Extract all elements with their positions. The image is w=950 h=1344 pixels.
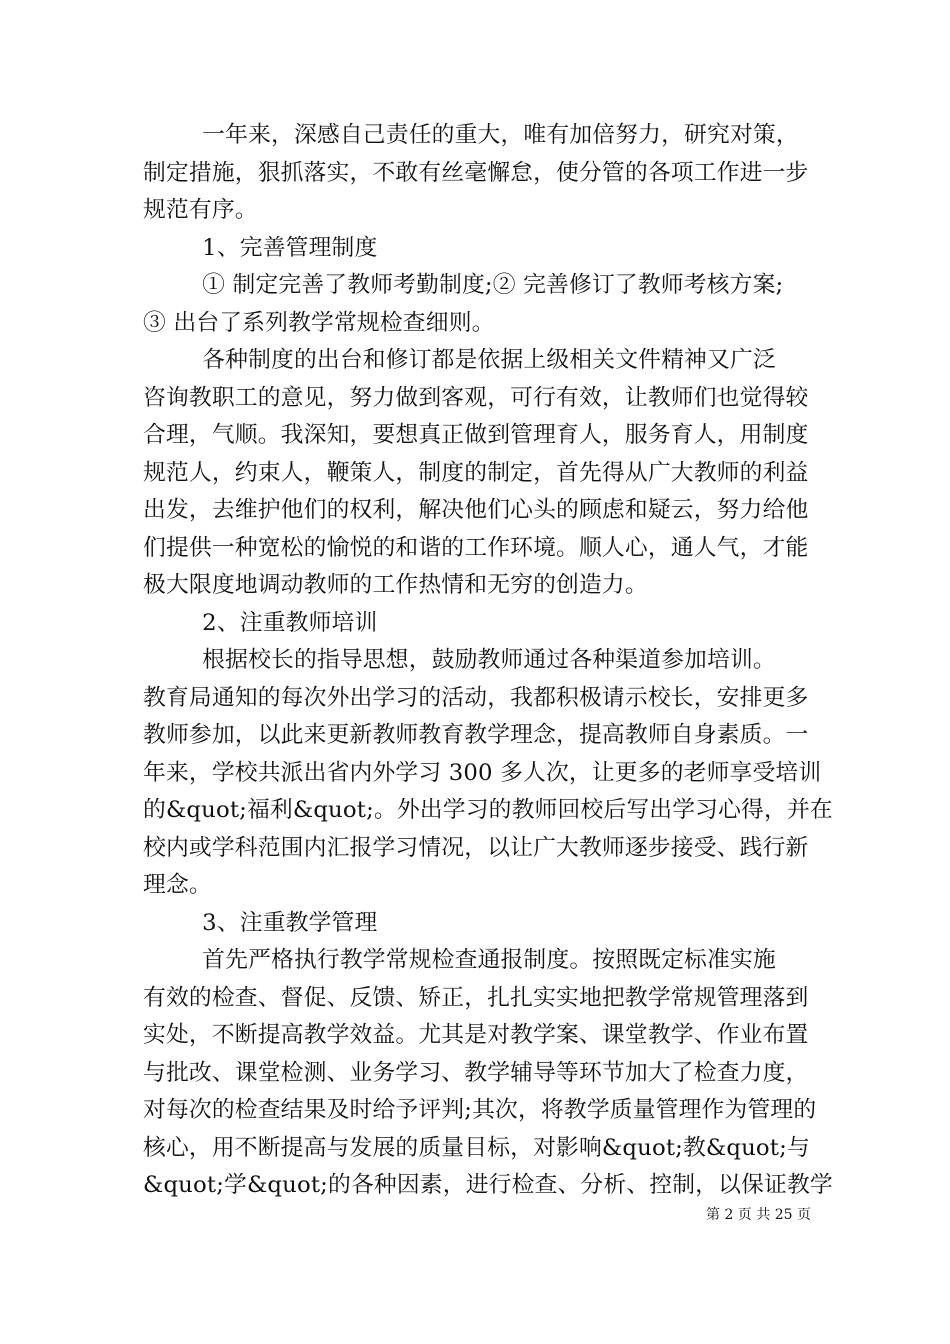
text-line: 咨询教职工的意见，努力做到客观，可行有效，让教师们也觉得较 [143,384,809,411]
document-body [143,117,833,1205]
text-line: 们提供一种宽松的愉悦的和谐的工作环境。顺人心，通人气，才能 [143,534,809,561]
text-line: 对每次的检查结果及时给予评判;其次，将教学质量管理作为管理的 [143,1097,817,1123]
text-line: 规范有序。 [143,197,258,223]
text-line: 出发，去维护他们的权利，解决他们心头的顾虑和疑云，努力给他 [143,497,809,523]
section-heading: 2、注重教师培训 [143,609,378,636]
text-line: 各种制度的出台和修订都是依据上级相关文件精神又广泛 [143,347,776,373]
text-line: 制定措施，狠抓落实，不敢有丝毫懈怠，使分管的各项工作进一步 [143,159,809,186]
text-line: 的&quot;福利&quot;。外出学习的教师回校后写出学习心得，并在 [143,797,833,823]
text-line: ③ 出台了系列教学常规检查细则。 [143,309,495,336]
section-heading: 3、注重教学管理 [143,909,378,936]
text-line: 核心，用不断提高与发展的质量目标，对影响&quot;教&quot;与 [143,1134,810,1161]
text-line: 教师参加，以此来更新教师教育教学理念，提高教师自身素质。一 [143,722,809,748]
text-line: 理念。 [143,872,212,898]
section-heading: 1、完善管理制度 [143,234,378,261]
text-line: 年来，学校共派出省内外学习 300 多人次，让更多的老师享受培训 [143,759,822,786]
text-line: 极大限度地调动教师的工作热情和无穷的创造力。 [143,572,648,598]
page-number-footer: 第 2 页 共 25 页 [706,1207,811,1223]
text-line: ① 制定完善了教师考勤制度;② 完善修订了教师考核方案; [143,272,784,298]
text-line: &quot;学&quot;的各种因素，进行检查、分析、控制，以保证教学 [143,1172,833,1198]
text-line: 合理，气顺。我深知，要想真正做到管理育人，服务育人，用制度 [143,422,809,448]
text-line: 校内或学科范围内汇报学习情况，以让广大教师逐步接受、践行新 [143,834,809,861]
text-line: 实处，不断提高教学效益。尤其是对教学案、课堂教学、作业布置 [143,1022,809,1048]
text-line: 首先严格执行教学常规检查通报制度。按照既定标准实施 [143,947,776,973]
text-line: 教育局通知的每次外出学习的活动，我都积极请示校长，安排更多 [143,684,809,711]
text-line: 有效的检查、督促、反馈、矫正，扎扎实实地把教学常规管理落到 [143,984,809,1011]
text-line: 一年来，深感自己责任的重大，唯有加倍努力，研究对策， [143,122,799,148]
text-line: 与批改、课堂检测、业务学习、教学辅导等环节加大了检查力度， [143,1059,809,1086]
text-line: 根据校长的指导思想，鼓励教师通过各种渠道参加培训。 [143,647,776,673]
text-line: 规范人，约束人，鞭策人，制度的制定，首先得从广大教师的利益 [143,459,809,486]
